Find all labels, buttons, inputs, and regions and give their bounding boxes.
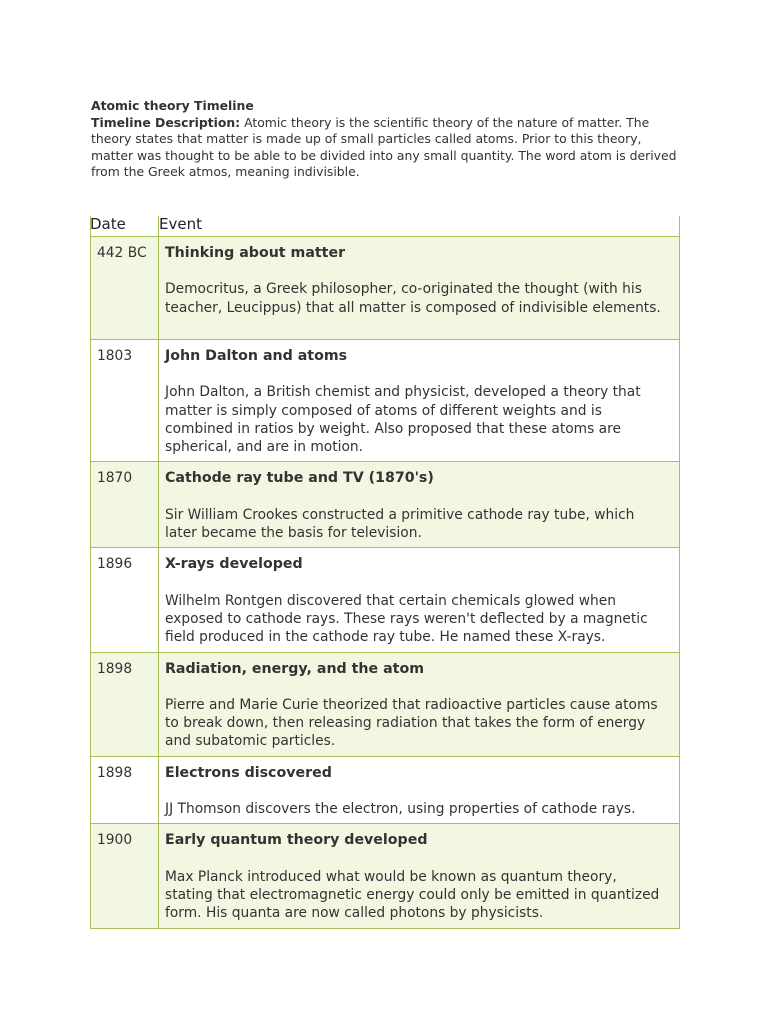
row-date: 1896 (91, 548, 159, 652)
event-title: Radiation, energy, and the atom (165, 660, 424, 677)
table-row (91, 462, 680, 548)
table-row (91, 824, 680, 928)
event-title: Cathode ray tube and TV (1870's) (165, 470, 434, 487)
event-body: Sir William Crookes constructed a primitive cathode ray tube, which later became the basis for television. (165, 506, 635, 542)
row-event (159, 824, 680, 928)
row-event (159, 340, 680, 462)
row-event (159, 462, 680, 548)
row-date: 1900 (91, 824, 159, 928)
description-text: Atomic theory is the scientific theory of the nature of matter. The theory states that matter is made up of small particles called atoms. Prior to this theory, matter was thought to be able to be divided into any small quantity. The word atom is derived from the Greek atmos, meaning indivisible. (91, 114, 677, 179)
row-date: 1803 (91, 340, 159, 462)
event-title: John Dalton and atoms (165, 348, 348, 364)
table-row (91, 756, 680, 824)
timeline-description (91, 115, 681, 181)
table-row (91, 340, 680, 462)
column-header-date: Date (90, 215, 126, 233)
row-event (159, 237, 680, 340)
row-date: 1898 (91, 756, 159, 824)
document-title: Atomic theory Timeline (91, 98, 254, 113)
table-row (91, 548, 680, 652)
timeline-table (90, 214, 680, 929)
row-date: 1898 (91, 652, 159, 756)
table-header (90, 214, 680, 236)
event-body: John Dalton, a British chemist and physicist, developed a theory that matter is simply composed of atoms of different weights and is combined in ratios by weight. Also proposed that these atoms are spherical, and are in motion. (165, 384, 641, 456)
table-row (91, 652, 680, 756)
event-body: Max Planck introduced what would be known as quantum theory, stating that electromagnetic energy could only be emitted in quantized form. His quanta are now called photons by physicists. (165, 868, 660, 922)
event-title: Early quantum theory developed (165, 832, 428, 849)
event-title: X-rays developed (165, 556, 303, 573)
header-rule-right (679, 216, 680, 236)
table-row (91, 237, 680, 340)
row-date: 1870 (91, 462, 159, 548)
event-body: Pierre and Marie Curie theorized that radioactive particles cause atoms to break down, then releasing radiation that takes the form of energy and subatomic particles. (165, 696, 658, 750)
events-table (90, 236, 680, 929)
event-title: Thinking about matter (165, 245, 346, 261)
row-event (159, 652, 680, 756)
row-event (159, 548, 680, 652)
row-event (159, 756, 680, 824)
description-label: Timeline Description: (91, 114, 241, 130)
event-body: Wilhelm Rontgen discovered that certain chemicals glowed when exposed to cathode rays. These rays weren't deflected by a magnetic field produced in the cathode ray tube. He named these X-rays. (165, 592, 648, 646)
event-title: Electrons discovered (165, 764, 332, 781)
event-body: JJ Thomson discovers the electron, using properties of cathode rays. (165, 801, 636, 818)
row-date: 442 BC (91, 237, 159, 340)
event-body: Democritus, a Greek philosopher, co-originated the thought (with his teacher, Leucippus) that all matter is composed of indivisible elements. (165, 281, 661, 316)
document-header (91, 98, 681, 181)
column-header-event: Event (159, 215, 202, 233)
